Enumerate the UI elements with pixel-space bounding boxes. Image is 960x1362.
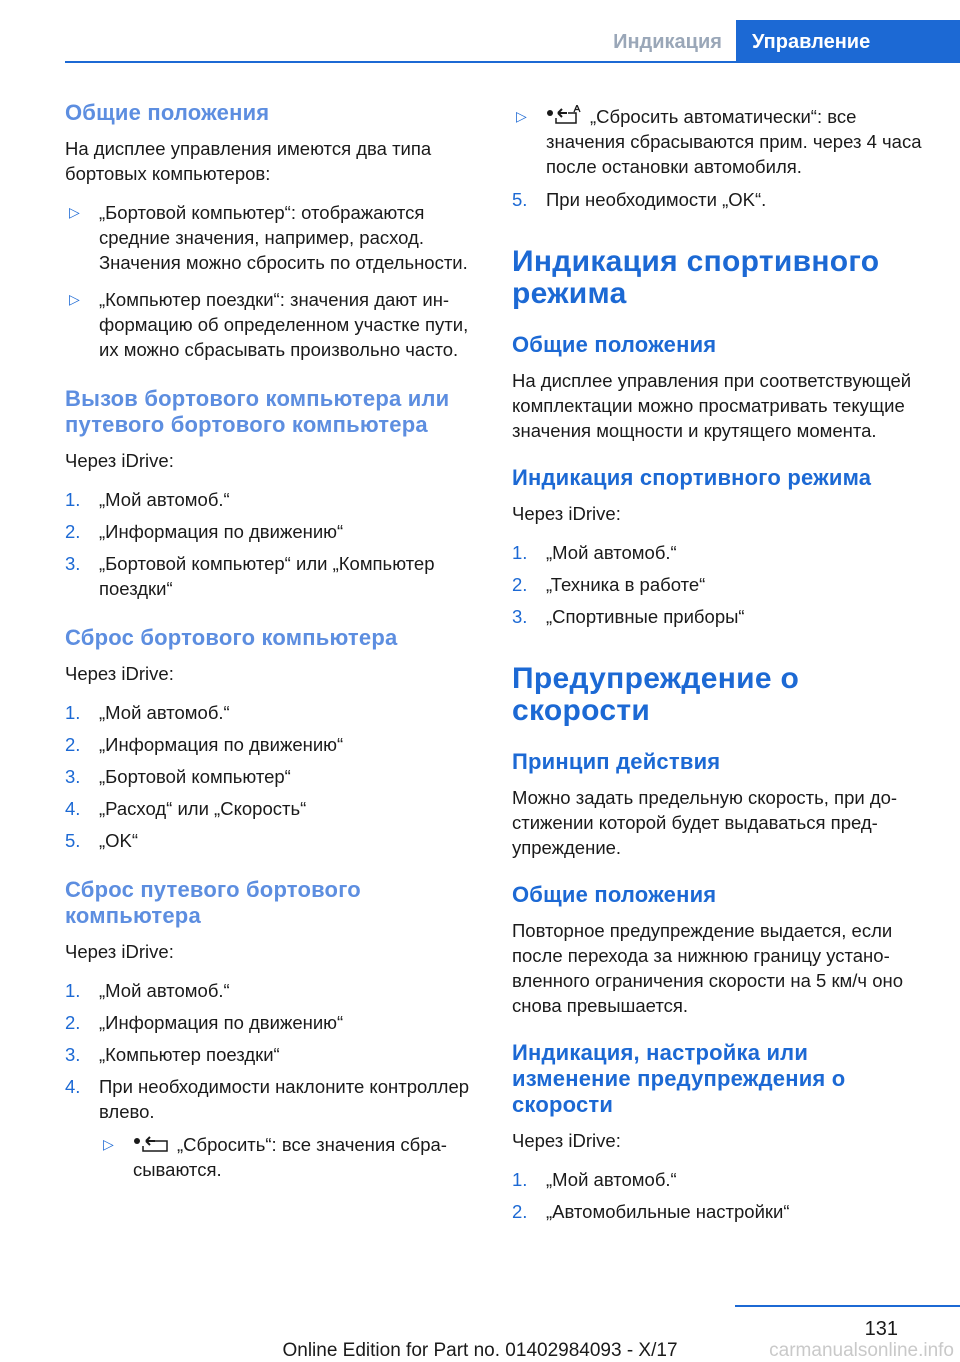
section-title-general: Общие положения: [65, 100, 270, 125]
list-item: 5. „OK“: [65, 830, 139, 851]
sport-steps-list: [512, 540, 932, 629]
speed-general-text: Повторное предупреждение выдается, если после перехода за нижнюю границу установленного ограничения скорости на 5 км/ч оно снова превышается.: [512, 920, 903, 1016]
step-list: [512, 187, 932, 212]
list-item: 4. При необходимости наклоните контроллер влево. ▷ „Сбросить“: все значения сбрасываются.: [65, 1074, 475, 1182]
section-title-reset-computer: Сброс бортового компьютера: [65, 625, 398, 650]
left-column: [65, 100, 475, 1206]
list-item: 3. „Спортивные приборы“: [512, 606, 745, 627]
section-title-speed-setting: Индикация, настройка или изменение предупреждения о скорости: [512, 1040, 846, 1117]
via-idrive-text: Через iDrive:: [512, 1130, 621, 1151]
page-header: [0, 0, 960, 62]
via-idrive-text: Через iDrive:: [512, 503, 621, 524]
list-item: ▷ „Сбросить автоматически“: все значения сбрасываются прим. через 4 часа после остановки автомобиля.: [516, 106, 922, 177]
auto-reset-icon: [546, 105, 586, 127]
list-item: ▷ „Сбросить“: все значения сбрасываются.: [103, 1134, 447, 1180]
triangle-bullet-icon: ▷: [103, 1136, 114, 1152]
triangle-bullet-icon: ▷: [69, 291, 80, 307]
sub-list: [512, 104, 932, 179]
footer-divider: [735, 1305, 960, 1307]
list-item: 2. „Информация по движению“: [65, 734, 344, 755]
section-title-call-computer: Вызов бортового компьютера или путевого бортового компьютера: [65, 386, 450, 437]
list-item: 3. „Бортовой компьютер“: [65, 766, 291, 787]
list-item: 1. „Мой автомоб.“: [512, 1169, 677, 1190]
list-item: 3. „Бортовой компьютер“ или „Компьютер поездки“: [65, 553, 435, 599]
triangle-bullet-icon: ▷: [69, 204, 80, 220]
list-item: 2. „Информация по движению“: [65, 1012, 344, 1033]
heading-sport-indication: Индикация спортивного режима: [512, 245, 880, 310]
page-number: 131: [864, 1318, 898, 1340]
list-item: 1. „Мой автомоб.“: [512, 542, 677, 563]
via-idrive-text: Через iDrive:: [65, 663, 174, 684]
section-title-sport-indication: Индикация спортивного режима: [512, 465, 872, 490]
list-item: 1. „Мой автомоб.“: [65, 702, 230, 723]
reset-steps-list: [65, 700, 475, 853]
list-item: ▷ „Компьютер поездки“: значения дают информацию об определенном участке пути, их можно сбрасывать произвольно часто.: [69, 289, 469, 360]
call-steps-list: [65, 487, 475, 601]
list-item: ▷ „Бортовой компьютер“: отображаются средние значения, например, расход. Значения можно сбросить по отдельности.: [69, 202, 468, 273]
general-text: На дисплее управления имеются два типа бортовых компьютеров:: [65, 138, 432, 184]
list-item: 2. „Информация по движению“: [65, 521, 344, 542]
tab-control[interactable]: Управление: [736, 20, 960, 62]
computer-types-list: [65, 200, 475, 362]
tab-indication[interactable]: Индикация: [613, 31, 722, 53]
list-item: 1. „Мой автомоб.“: [65, 489, 230, 510]
sub-list: [99, 1132, 475, 1182]
list-item: 3. „Компьютер поездки“: [65, 1044, 280, 1065]
watermark: carmanualsonline.info: [769, 1340, 954, 1361]
section-title-general: Общие положения: [512, 332, 717, 357]
list-item: 5. При необходимости „OK“.: [512, 189, 767, 210]
reset-icon: [133, 1133, 173, 1155]
edition-text: Online Edition for Part no. 01402984093 - X/17: [282, 1340, 678, 1361]
speed-setting-steps-list: [512, 1167, 932, 1224]
section-title-reset-trip: Сброс путевого бортового компьютера: [65, 877, 361, 928]
section-title-principle: Принцип действия: [512, 749, 721, 774]
right-column: [512, 104, 932, 1248]
list-item: 4. „Расход“ или „Скорость“: [65, 798, 307, 819]
heading-speed-warning: Предупреждение о скорости: [512, 662, 800, 727]
list-item: 2. „Техника в работе“: [512, 574, 706, 595]
section-title-general: Общие положения: [512, 882, 717, 907]
triangle-bullet-icon: ▷: [516, 108, 527, 124]
list-item: 1. „Мой автомоб.“: [65, 980, 230, 1001]
via-idrive-text: Через iDrive:: [65, 941, 174, 962]
principle-text: Можно задать предельную скорость, при достижении которой будет выдаваться предупреждение.: [512, 787, 898, 858]
via-idrive-text: Через iDrive:: [65, 450, 174, 471]
list-item: 2. „Автомобильные настройки“: [512, 1201, 790, 1222]
header-divider: [65, 61, 960, 63]
reset-trip-steps-list: [65, 978, 475, 1182]
sport-general-text: На дисплее управления при соответствующей комплектации можно просматривать текущие значения мощности и крутящего момента.: [512, 370, 912, 441]
